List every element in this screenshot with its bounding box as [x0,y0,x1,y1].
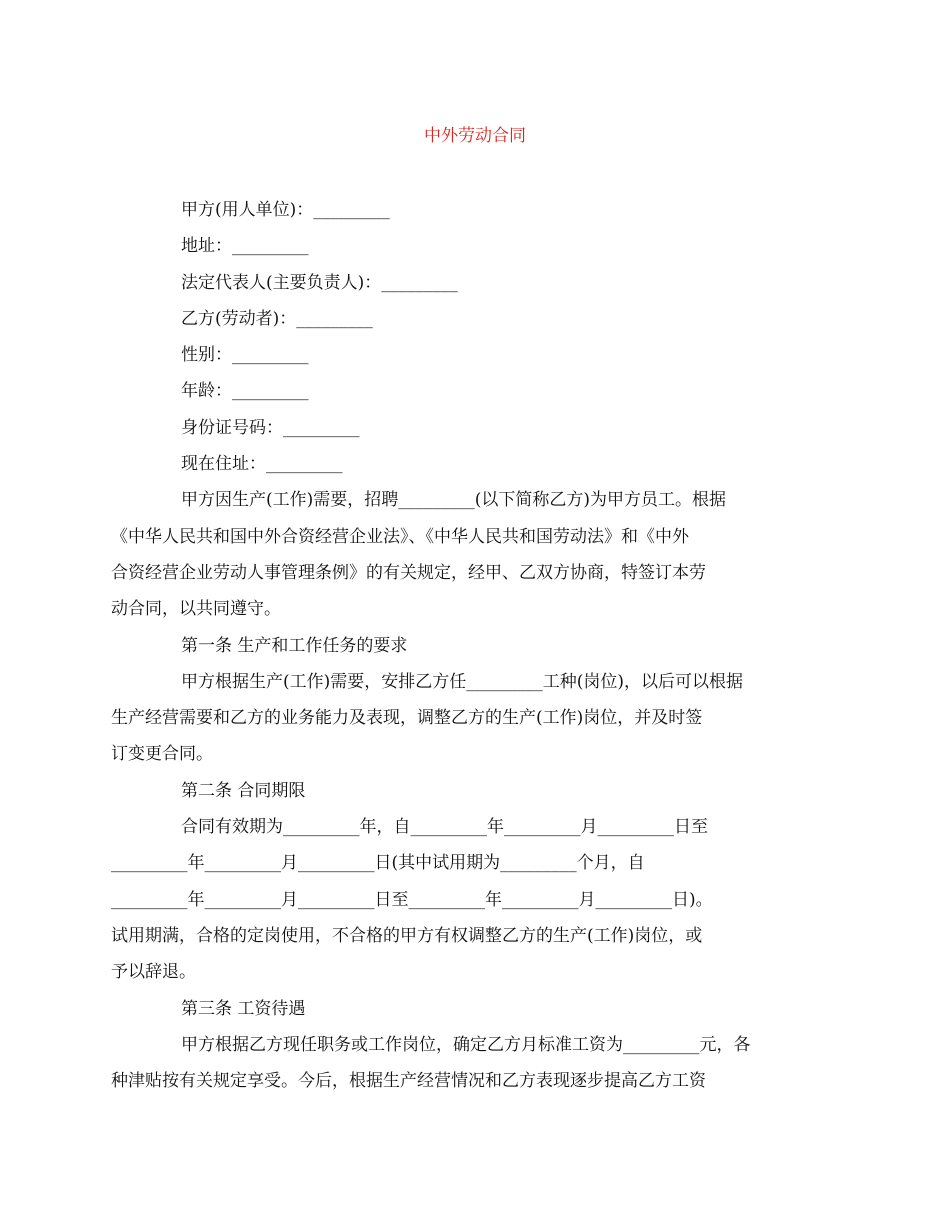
party-current-address: 现在住址：_________ [181,454,343,475]
party-info-list [146,192,810,482]
document-body [111,192,810,1099]
intro-line: 合资经营企业劳动人事管理条例》的有关规定，经甲、乙双方协商，特签订本劳 [111,562,706,583]
article-1-paragraph [111,664,810,773]
party-gender: 性别：_________ [181,345,309,366]
party-address: 地址：_________ [181,236,309,257]
intro-line: 《中华人民共和国中外合资经营企业法》、《中华人民共和国劳动法》和《中外 [111,526,689,547]
party-employer: 甲方(用人单位)：_________ [181,200,390,220]
article-3-paragraph [111,1027,810,1100]
intro-line: 甲方因生产(工作)需要，招聘_________(以下简称乙方)为甲方员工。根据 [181,490,727,511]
article-1-line: 生产经营需要和乙方的业务能力及表现，调整乙方的生产(工作)岗位，并及时签 [111,708,703,729]
article-3-line: 甲方根据乙方现任职务或工作岗位，确定乙方月标准工资为_________元，各 [181,1034,751,1055]
party-legal-representative: 法定代表人(主要负责人)：_________ [181,272,458,293]
article-2-line: 予以辞退。 [111,962,196,983]
intro-paragraph [111,482,810,627]
article-2-line: _________年_________月_________日(其中试用期为_________个月，自 [111,853,645,874]
article-2-line: 合同有效期为_________年，自_________年_________月_________日至 [181,817,708,838]
article-2-heading: 第二条 合同期限 [181,780,306,801]
article-1-heading: 第一条 生产和工作任务的要求 [181,635,408,656]
article-1-line: 订变更合同。 [111,744,213,765]
article-3-heading: 第三条 工资待遇 [181,998,306,1019]
article-1-line: 甲方根据生产(工作)需要，安排乙方任_________工种(岗位)，以后可以根据 [181,671,744,692]
party-employee: 乙方(劳动者)：_________ [181,308,373,329]
intro-line: 动合同，以共同遵守。 [111,599,281,620]
party-age: 年龄：_________ [181,381,309,402]
article-2-line: 试用期满，合格的定岗使用，不合格的甲方有权调整乙方的生产(工作)岗位，或 [111,925,703,946]
document-title: 中外劳动合同 [424,126,526,146]
article-3-line: 种津贴按有关规定享受。今后，根据生产经营情况和乙方表现逐步提高乙方工资 [111,1071,706,1092]
article-2-paragraph [111,809,810,990]
article-2-line: _________年_________月_________日至_________年_________月_________日)。 [111,889,713,910]
party-id-number: 身份证号码：_________ [181,417,360,438]
